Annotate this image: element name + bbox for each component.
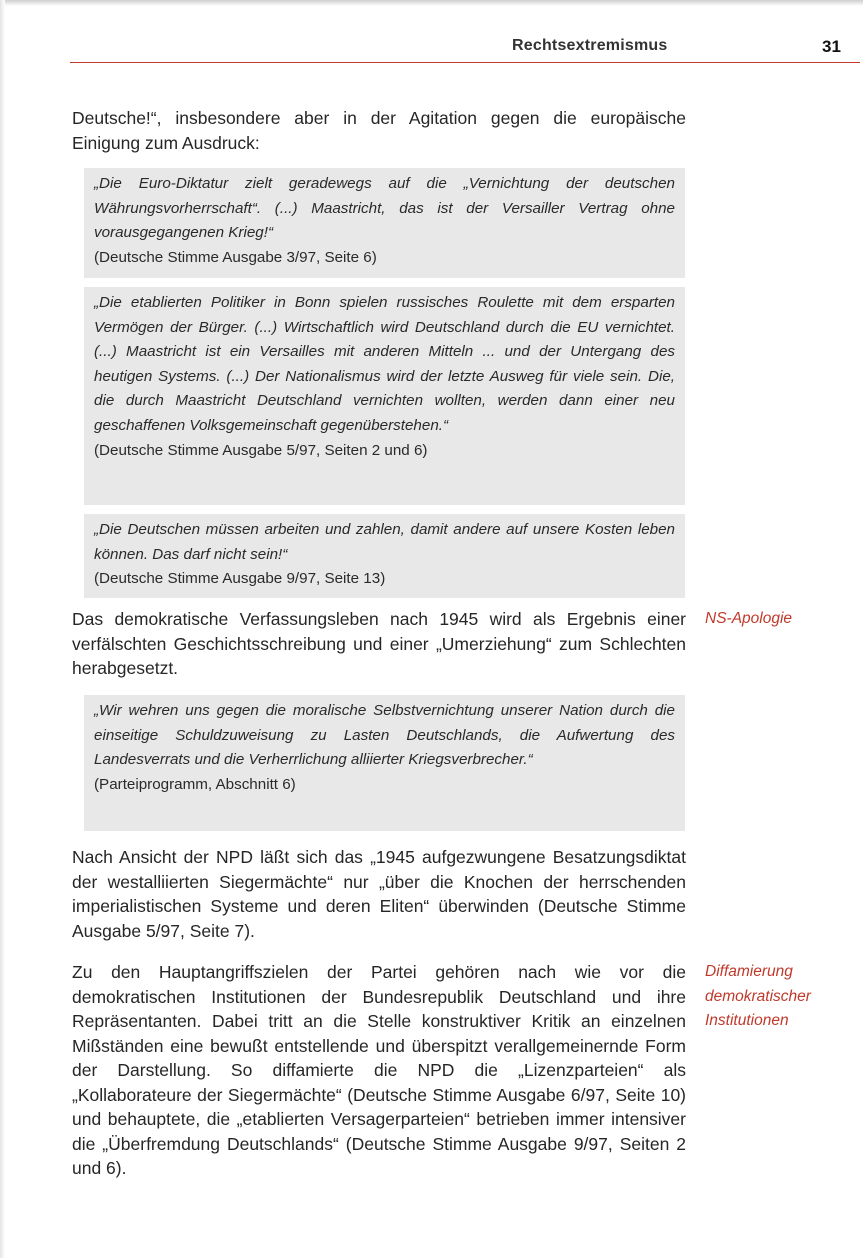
margin-note-line: Institutionen xyxy=(705,1012,789,1029)
scan-left-shadow xyxy=(0,0,5,1258)
margin-note-line: demokratischer xyxy=(705,987,811,1005)
quote-block-1 xyxy=(84,168,685,278)
quote-block-4 xyxy=(84,695,685,831)
page-number: 31 xyxy=(822,37,841,56)
header-rule xyxy=(70,62,860,63)
paragraph-npd-ansicht: Nach Ansicht der NPD läßt sich das „1945 aufgezwungene Besatzungsdiktat der westalliierten Siegermächte“ nur „über die Knochen der herrschenden imperialistischen Systeme und deren Eliten“ überwinden (Deutsche Stimme Ausgabe 5/97, Seite 7). xyxy=(72,847,686,941)
margin-note-diffamierung xyxy=(705,960,811,1034)
margin-note-ns-apologie: NS-Apologie xyxy=(705,610,793,627)
quote-text: „Die etablierten Politiker in Bonn spielen russisches Roulette mit dem ersparten Vermögen der Bürger. (...) Wirtschaftlich wird Deutschland durch die EU vernichtet. (...) Maastricht ist ein Versailles mit anderen Mitteln ... und der Untergang des heutigen Systems. (...) Der Nationalismus wird der letzte Ausweg für viele sein. Die, die durch Maastricht Deutschland vernichten wollten, werden dann einer neu geschaffenen Volksgemeinschaft gegenüberstehen.“ xyxy=(94,294,675,434)
scan-top-shadow xyxy=(0,0,863,6)
quote-source: (Deutsche Stimme Ausgabe 3/97, Seite 6) xyxy=(94,248,377,266)
quote-block-2 xyxy=(84,287,685,505)
running-header-title: Rechtsextremismus xyxy=(512,37,668,54)
quote-source: (Parteiprogramm, Abschnitt 6) xyxy=(94,775,296,793)
quote-block-3 xyxy=(84,514,685,598)
quote-source: (Deutsche Stimme Ausgabe 5/97, Seiten 2 und 6) xyxy=(94,441,428,459)
quote-source: (Deutsche Stimme Ausgabe 9/97, Seite 13) xyxy=(94,570,386,588)
paragraph-hauptangriffsziele: Zu den Hauptangriffszielen der Partei gehören nach wie vor die demokratischen Institutionen der Bundesrepublik Deutschland und ihre Repräsentanten. Dabei tritt an die Stelle konstruktiver Kritik an einzelnen Mißständen eine bewußt entstellende und überspitzt verallgemeinernde Form der Darstellung. So diffamierte die NPD die „Lizenzparteien“ als „Kollaborateure der Siegermächte“ (Deutsche Stimme Ausgabe 6/97, Seite 10) und behauptete, die „etablierten Versagerparteien“ betrieben immer intensiver die „Überfremdung Deutschlands“ (Deutsche Stimme Ausgabe 9/97, Seiten 2 und 6). xyxy=(72,962,686,1178)
quote-text: „Die Deutschen müssen arbeiten und zahlen, damit andere auf unsere Kosten leben können. Das darf nicht sein!“ xyxy=(94,521,675,563)
paragraph-verfassungsleben: Das demokratische Verfassungsleben nach 1945 wird als Ergebnis einer verfälschten Geschichtsschreibung und einer „Umerziehung“ zum Schlechten herabgesetzt. xyxy=(72,609,686,678)
margin-note-line: Diffamierung xyxy=(705,963,793,980)
quote-text: „Die Euro-Diktatur zielt geradewegs auf die „Vernichtung der deutschen Währungsvorherrschaft“. (...) Maastricht, das ist der Versailler Vertrag ohne vorausgegangenen Krieg!“ xyxy=(94,175,675,242)
quote-text: „Wir wehren uns gegen die moralische Selbstvernichtung unserer Nation durch die einseitige Schuldzuweisung zu Lasten Deutschlands, die Aufwertung des Landesverrats und die Verherrlichung alliierter Kriegsverbrecher.“ xyxy=(94,702,675,769)
paragraph-intro: Deutsche!“, insbesondere aber in der Agitation gegen die europäische Einigung zum Ausdruck: xyxy=(72,108,686,153)
